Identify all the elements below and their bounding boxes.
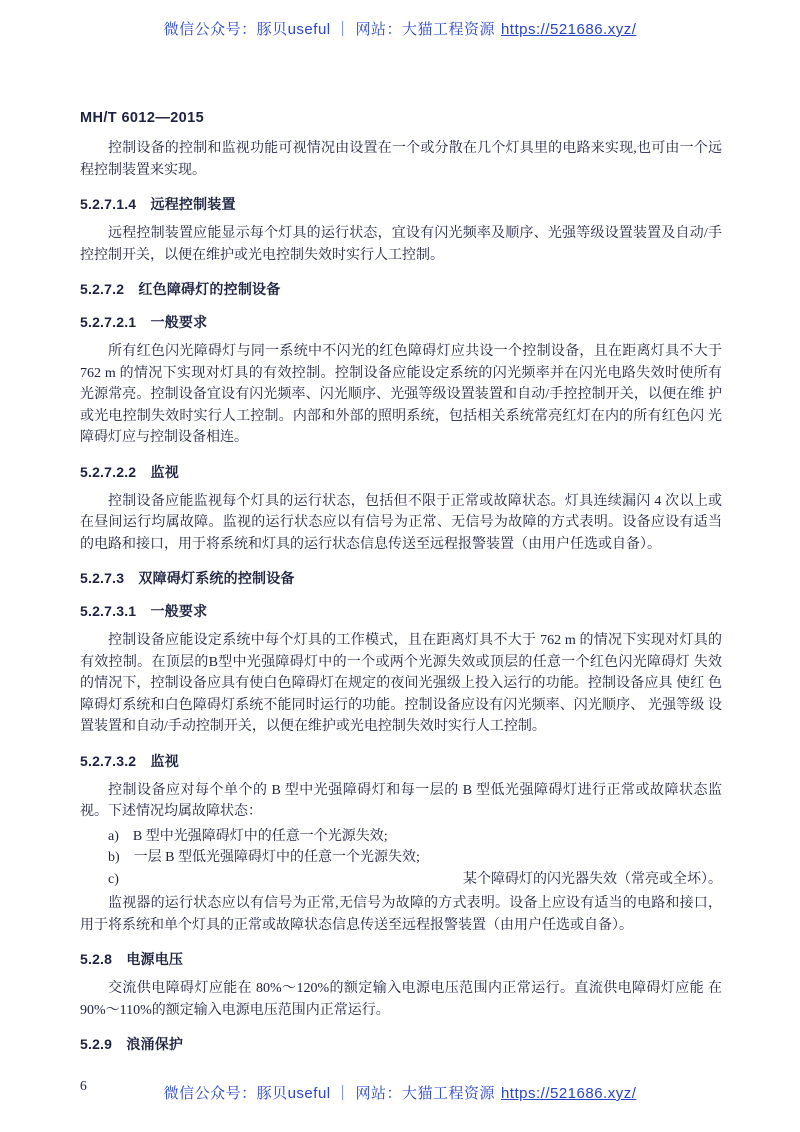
- list-item-text: 某个障碍灯的闪光器失效（常亮或全坏）。: [463, 871, 722, 887]
- document-body: [80, 138, 722, 1054]
- list-item-label: c): [108, 871, 119, 887]
- watermark-link[interactable]: https://521686.xyz/: [500, 1085, 637, 1102]
- paragraph: 监视器的运行状态应以有信号为正常,无信号为故障的方式表明。设备上应设有适当的电路和接口，用于将系统和单个灯具的正常或故障状态信息传送至远程报警装置（由用户任选或自备）。: [80, 896, 722, 933]
- watermark-link[interactable]: https://521686.xyz/: [500, 21, 637, 38]
- section-heading: 5.2.7.2.1 一般要求: [80, 314, 208, 330]
- doc-number: MH/T 6012—2015: [80, 110, 205, 126]
- section-heading: 5.2.8 电源电压: [80, 951, 184, 967]
- paragraph: 交流供电障碍灯应能在 80%～120%的额定输入电源电压范围内正常运行。直流供电障碍灯应能 在 90%～110%的额定输入电源电压范围内正常运行。: [80, 981, 722, 1018]
- list-item: b) 一层 B 型低光强障碍灯中的任意一个光源失效;: [108, 850, 420, 865]
- section-heading: 5.2.9 浪涌保护: [80, 1036, 184, 1052]
- section-heading: 5.2.7.2.2 监视: [80, 463, 179, 480]
- watermark-text: 微信公众号：豚贝useful ｜ 网站：大猫工程资源: [163, 21, 495, 38]
- section-heading: 5.2.7.2 红色障碍灯的控制设备: [80, 281, 281, 297]
- paragraph: 控制设备的控制和监视功能可视情况由设置在一个或分散在几个灯具里的电路来实现,也可由一个远程控制装置来实现。: [80, 141, 722, 178]
- section-heading: 5.2.7.3 双障碍灯系统的控制设备: [80, 570, 295, 586]
- paragraph: 所有红色闪光障碍灯与同一系统中不闪光的红色障碍灯应共设一个控制设备，且在距离灯具不大于762 m 的情况下实现对灯具的有效控制。控制设备应能设定系统的闪光频率并在闪光电路失效时使所有 光源常亮。控制设备宜设有闪光频率、闪光顺序、光强等级设置装置和自动/手控控制开关，以便在维 护或光电控制失效时实行人工控制。内部和外部的照明系统，包括相关系统常亮红灯在内的所有红色闪 光障碍灯应与控制设备相连。: [80, 344, 722, 445]
- paragraph: 控制设备应对每个单个的 B 型中光强障碍灯和每一层的 B 型低光强障碍灯进行正常或故障状态监视。下述情况均属故障状态：: [80, 782, 722, 819]
- section-heading: 5.2.7.3.2 监视: [80, 752, 179, 769]
- watermark-bottom: [0, 1082, 800, 1103]
- list-item: [80, 869, 722, 891]
- paragraph: 控制设备应能设定系统中每个灯具的工作模式，且在距离灯具不大于 762 m 的情况下实现对灯具的 有效控制。在顶层的B型中光强障碍灯中的一个或两个光源失效或顶层的任意一个红色闪光障碍灯 失效 的情况下，控制设备应具有使白色障碍灯在规定的夜间光强级上投入运行的功能。控制设备应具 使红 色障碍灯系统和白色障碍灯系统不能同时运行的功能。控制设备应设有闪光频率、闪光顺序、 光强等级 设置装置和自动/手动控制开关，以便在维护或光电控制失效时实行人工控制。: [80, 633, 722, 734]
- section-heading: 5.2.7.3.1 一般要求: [80, 603, 208, 619]
- watermark-text: 微信公众号：豚贝useful ｜ 网站：大猫工程资源: [163, 1085, 495, 1102]
- paragraph: 控制设备应能监视每个灯具的运行状态，包括但不限于正常或故障状态。灯具连续漏闪 4 次以上或 在昼间运行均属故障。监视的运行状态应以有信号为正常、无信号为故障的方式表明。设备应设有适当 的电路和接口，用于将系统和灯具的运行状态信息传送至远程报警装置（由用户任选或自备）。: [80, 493, 722, 552]
- document-content: [80, 110, 722, 1094]
- page-number: 6: [80, 1078, 87, 1093]
- list-item: a) B 型中光强障碍灯中的任意一个光源失效;: [108, 828, 388, 844]
- watermark-top: [0, 18, 800, 39]
- section-heading: 5.2.7.1.4 远程控制装置: [80, 196, 236, 212]
- paragraph: 远程控制装置应能显示每个灯具的运行状态，宜设有闪光频率及顺序、光强等级设置装置及自动/手控控制开关，以便在维护或光电控制失效时实行人工控制。: [80, 226, 722, 263]
